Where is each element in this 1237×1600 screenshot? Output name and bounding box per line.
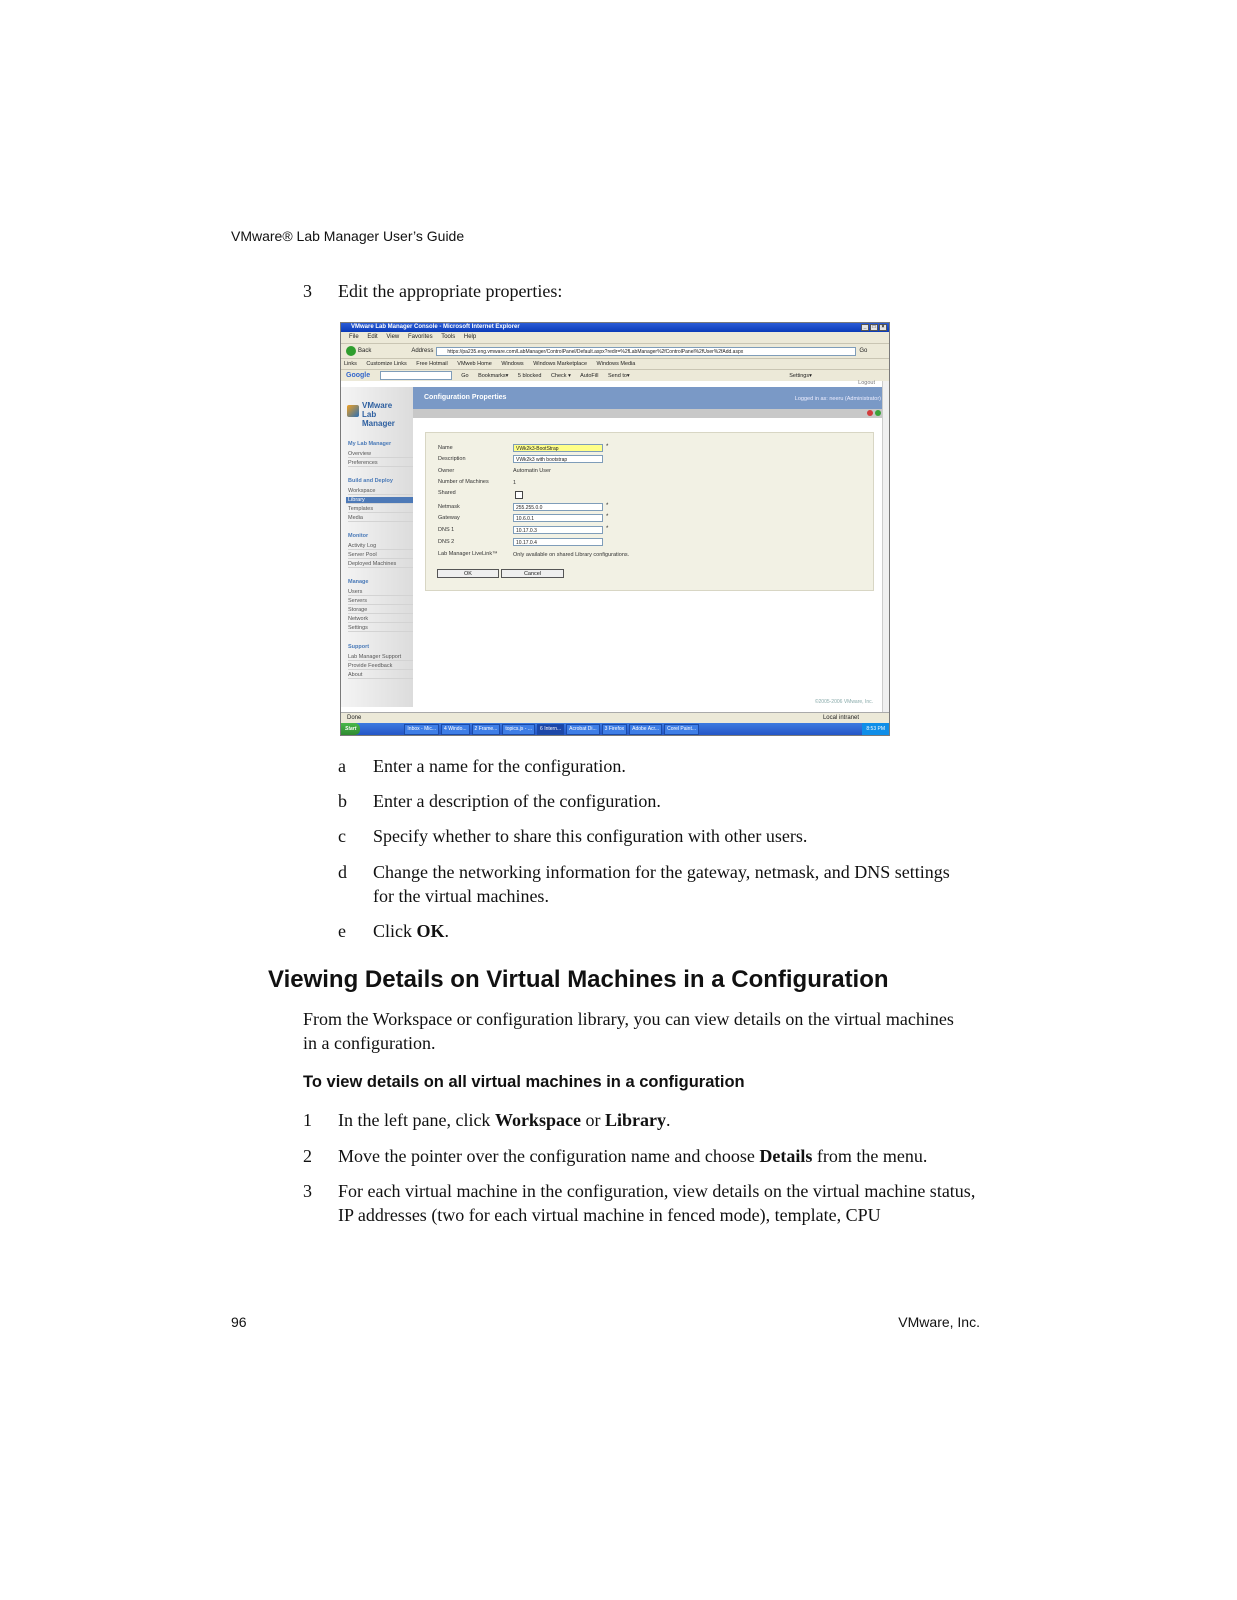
procedure-step-1 <box>303 1108 993 1132</box>
nav-group-manage: Manage <box>348 579 369 585</box>
step-text <box>338 1108 670 1132</box>
step-number: 2 <box>303 1146 312 1166</box>
required-mark: * <box>606 526 609 532</box>
step-number: 1 <box>303 1110 312 1130</box>
nav-library[interactable]: Library <box>346 497 413 504</box>
vertical-scrollbar[interactable] <box>882 381 889 712</box>
required-mark: * <box>606 503 609 509</box>
procedure-step-2 <box>303 1144 1003 1168</box>
page-header <box>413 387 885 409</box>
back-label: Back <box>358 348 372 354</box>
netmask-label: Netmask <box>438 504 460 510</box>
step-text <box>338 1144 927 1168</box>
gateway-input[interactable]: 10.6.0.1 <box>513 514 603 522</box>
menu-help[interactable]: Help <box>463 334 477 340</box>
lab-manager-screenshot <box>340 322 890 736</box>
owner-value: Automatin User <box>513 468 551 474</box>
page-number: 96 <box>231 1314 247 1330</box>
substep-letter: c <box>338 826 346 846</box>
nav-feedback[interactable]: Provide Feedback <box>348 663 413 670</box>
links-bar <box>341 358 889 368</box>
nav-settings[interactable]: Settings <box>348 625 413 632</box>
substep-a <box>338 754 978 778</box>
status-bar <box>341 712 889 722</box>
substep-b <box>338 789 978 813</box>
google-settings[interactable]: Settings▾ <box>789 373 812 379</box>
nav-workspace[interactable]: Workspace <box>348 488 413 495</box>
menu-favorites[interactable]: Favorites <box>407 334 433 340</box>
owner-label: Owner <box>438 468 455 474</box>
google-search-input[interactable] <box>380 371 452 380</box>
nav-group-build: Build and Deploy <box>348 478 393 484</box>
dns2-label: DNS 2 <box>438 539 455 545</box>
menu-view[interactable]: View <box>386 334 400 340</box>
substep-letter: a <box>338 756 346 776</box>
nav-lm-support[interactable]: Lab Manager Support <box>348 654 413 661</box>
maximize-icon[interactable]: □ <box>870 324 878 331</box>
logo-line-2: Lab Manager <box>362 410 395 428</box>
livelink-value: Only available on shared Library configurations. <box>513 552 630 558</box>
google-autofill[interactable]: AutoFill <box>580 373 599 379</box>
task-topics[interactable]: topics.js - ... <box>502 724 535 735</box>
substep-letter: e <box>338 921 346 941</box>
text-run: Move the pointer over the configuration name and choose <box>338 1146 760 1166</box>
text-run: In the left pane, click <box>338 1110 495 1130</box>
substep-letter: b <box>338 791 347 811</box>
status-text: Done <box>347 715 362 721</box>
google-bookmarks[interactable]: Bookmarks▾ <box>478 373 509 379</box>
nav-templates[interactable]: Templates <box>348 506 413 513</box>
procedure-step-3 <box>303 1179 993 1227</box>
name-label: Name <box>438 445 453 451</box>
text-run: Click <box>373 921 417 941</box>
menu-edit[interactable]: Edit <box>367 334 378 340</box>
running-header: VMware® Lab Manager User’s Guide <box>231 228 465 244</box>
go-button[interactable]: Go <box>859 348 868 354</box>
step-3 <box>303 279 1003 303</box>
google-sendto[interactable]: Send to▾ <box>607 373 630 379</box>
page-subbar <box>413 409 885 418</box>
window-title-bar <box>341 323 889 332</box>
substep-text: Enter a description of the configuration. <box>373 791 661 811</box>
taskbar-clock: 8:53 PM <box>862 723 889 735</box>
substep-letter: d <box>338 862 347 882</box>
dns2-input[interactable]: 10.17.0.4 <box>513 538 603 546</box>
google-toolbar <box>341 369 889 380</box>
google-logo: Google <box>346 372 371 379</box>
google-check[interactable]: Check ▾ <box>550 373 571 379</box>
task-inbox[interactable]: Inbox - Mic... <box>404 724 439 735</box>
shared-label: Shared <box>438 490 456 496</box>
task-firefox[interactable]: 3 Firefox <box>602 724 627 735</box>
google-blocked[interactable]: 5 blocked <box>517 373 542 379</box>
link-windows[interactable]: Windows <box>501 361 524 367</box>
substep-c <box>338 824 978 848</box>
substep-text: Specify whether to share this configuration with other users. <box>373 826 808 846</box>
ui-term-details: Details <box>759 1146 813 1166</box>
ui-term-library: Library <box>604 1110 666 1130</box>
browser-toolbar <box>341 343 889 358</box>
task-internet[interactable]: 6 Intern... <box>537 724 564 735</box>
security-zone: Local intranet <box>822 715 859 721</box>
help-icon[interactable] <box>867 410 873 416</box>
link-hotmail[interactable]: Free Hotmail <box>416 361 448 367</box>
windows-taskbar <box>341 723 889 735</box>
required-mark: * <box>606 514 609 520</box>
menu-file[interactable]: File <box>349 334 359 340</box>
dns1-input[interactable]: 10.17.0.3 <box>513 526 603 534</box>
task-windows[interactable]: 4 Windo... <box>441 724 470 735</box>
nav-users[interactable]: Users <box>348 589 413 596</box>
nav-media[interactable]: Media <box>348 515 413 522</box>
close-icon[interactable]: × <box>879 324 887 331</box>
nav-group-my-lab: My Lab Manager <box>348 441 392 447</box>
task-frames[interactable]: 2 Frame... <box>472 724 501 735</box>
logout-link[interactable]: Logout <box>858 380 875 386</box>
livelink-label: Lab Manager LiveLink™ <box>438 551 498 557</box>
step-text: Edit the appropriate properties: <box>338 281 563 301</box>
substep-text: Enter a name for the configuration. <box>373 756 626 776</box>
link-media[interactable]: Windows Media <box>596 361 636 367</box>
nav-server-pool[interactable]: Server Pool <box>348 552 413 559</box>
substep-text: Change the networking information for the gateway, netmask, and DNS settings for the virtual machines. <box>373 862 950 906</box>
configuration-form <box>425 432 874 591</box>
nav-network[interactable]: Network <box>348 616 413 623</box>
netmask-input[interactable]: 255.255.0.0 <box>513 503 603 511</box>
substep-e <box>338 919 978 943</box>
task-adobe-acrobat[interactable]: Adobe Acr... <box>629 724 662 735</box>
ok-button[interactable]: OK <box>437 569 499 578</box>
description-label: Description <box>438 456 466 462</box>
dns1-label: DNS 1 <box>438 527 455 533</box>
nav-activity-log[interactable]: Activity Log <box>348 543 413 550</box>
gateway-label: Gateway <box>438 515 460 521</box>
google-go[interactable]: Go <box>461 373 469 379</box>
nav-servers[interactable]: Servers <box>348 598 413 605</box>
browser-viewport <box>341 381 889 712</box>
task-corel[interactable]: Corel Paint... <box>664 724 699 735</box>
logged-in-user: Logged in as: neeru (Administrator) <box>794 396 881 402</box>
link-customize[interactable]: Customize Links <box>366 361 407 367</box>
back-arrow-icon <box>346 346 356 356</box>
menu-tools[interactable]: Tools <box>441 334 456 340</box>
links-label: Links <box>344 361 357 367</box>
footer-company: VMware, Inc. <box>898 1314 980 1330</box>
refresh-icon[interactable] <box>875 410 881 416</box>
required-mark: * <box>606 444 609 450</box>
menu-bar <box>341 333 889 342</box>
ui-term-ok: OK <box>416 921 445 941</box>
logo-line-1: VMware <box>362 401 393 410</box>
substep-text <box>373 919 973 943</box>
text-run: from the menu. <box>812 1146 928 1166</box>
address-input[interactable]: https://pa235.eng.vmware.com/LabManager/ControlPanel/Default.aspx?redir=%2fLabManager%2fControlPanel%2fUser%2fAdd.aspx <box>436 347 856 356</box>
text-run: . <box>665 1110 671 1130</box>
nav-overview[interactable]: Overview <box>348 451 413 458</box>
machines-label: Number of Machines <box>438 479 489 485</box>
nav-storage[interactable]: Storage <box>348 607 413 614</box>
nav-deployed-machines[interactable]: Deployed Machines <box>348 561 413 568</box>
vmware-logo-icon <box>347 405 359 417</box>
copyright: ©2005-2006 VMware, Inc. <box>814 699 873 705</box>
procedure-heading: To view details on all virtual machines in a configuration <box>303 1073 745 1091</box>
nav-group-support: Support <box>348 644 370 650</box>
nav-group-monitor: Monitor <box>348 533 369 539</box>
section-intro: From the Workspace or configuration library, you can view details on the virtual machines in a configuration. <box>303 1009 954 1053</box>
machines-value: 1 <box>513 480 517 486</box>
description-input[interactable]: VWk2k3 with bootstrap <box>513 455 603 463</box>
window-title: VMware Lab Manager Console - Microsoft Internet Explorer <box>351 324 520 330</box>
task-acrobat-di[interactable]: Acrobat Di... <box>566 724 600 735</box>
nav-about[interactable]: About <box>348 672 413 679</box>
step-text: For each virtual machine in the configuration, view details on the virtual machine status, IP addresses (two for each virtual machine in fenced mode), template, CPU <box>338 1181 976 1225</box>
page-title: Configuration Properties <box>424 394 507 401</box>
address-label: Address <box>411 348 434 354</box>
text-run: or <box>580 1110 605 1130</box>
section-heading: Viewing Details on Virtual Machines in a Configuration <box>268 966 889 993</box>
cancel-button[interactable]: Cancel <box>501 569 564 578</box>
step-number: 3 <box>303 1181 312 1201</box>
name-input[interactable]: VWk2k3-BootStrap <box>513 444 603 452</box>
back-button[interactable] <box>346 346 371 356</box>
minimize-icon[interactable]: _ <box>861 324 869 331</box>
nav-preferences[interactable]: Preferences <box>348 460 413 467</box>
ui-term-workspace: Workspace <box>494 1110 581 1130</box>
lab-manager-sidebar <box>341 387 413 707</box>
lab-manager-logo <box>347 401 411 428</box>
substep-d <box>338 860 978 908</box>
text-run: . <box>444 921 450 941</box>
start-button[interactable]: Start <box>341 723 360 735</box>
link-vmweb[interactable]: VMweb Home <box>457 361 492 367</box>
link-marketplace[interactable]: Windows Marketplace <box>533 361 587 367</box>
step-number: 3 <box>303 281 312 301</box>
shared-checkbox[interactable] <box>515 491 523 499</box>
